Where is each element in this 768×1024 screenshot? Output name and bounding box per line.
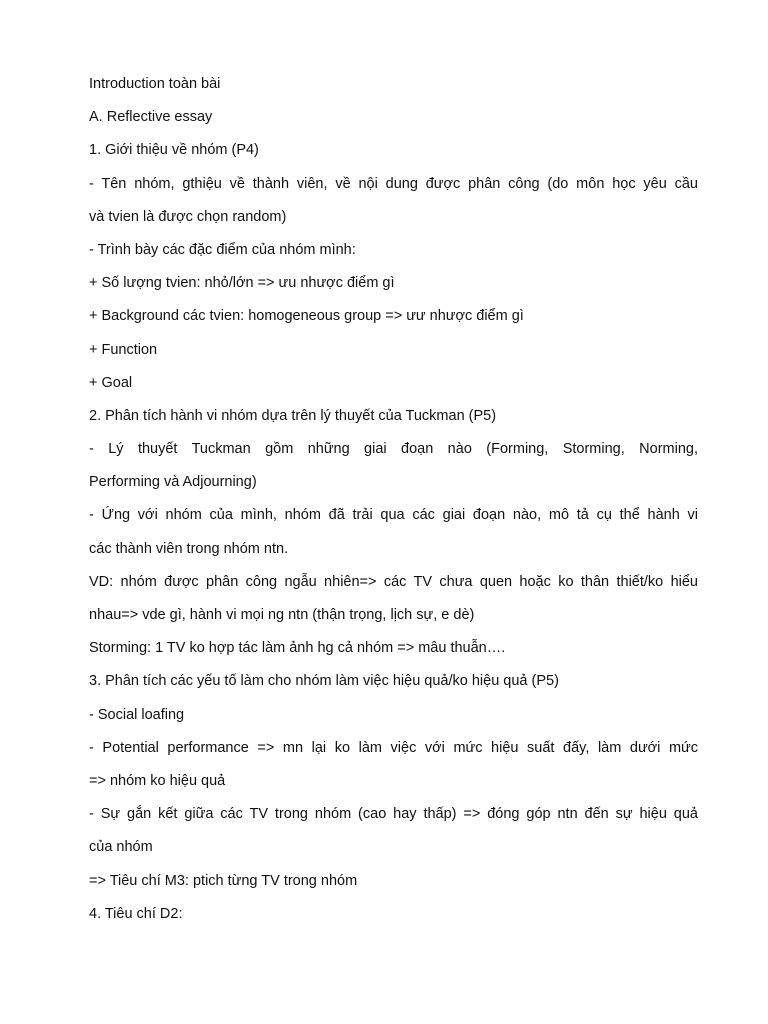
- text-line: + Số lượng tvien: nhỏ/lớn => ưu nhược điểm gì: [89, 275, 395, 292]
- text-line: Storming: 1 TV ko hợp tác làm ảnh hg cả nhóm => mâu thuẫn….: [89, 640, 506, 657]
- text-line: => nhóm ko hiệu quả: [89, 772, 226, 789]
- text-line: các thành viên trong nhóm ntn.: [89, 540, 289, 557]
- section-heading-1: 1. Giới thiệu về nhóm (P4): [89, 142, 259, 159]
- text-line: - Trình bày các đặc điểm của nhóm mình:: [89, 241, 356, 258]
- text-line: Performing và Adjourning): [89, 474, 257, 491]
- section-heading-3: 3. Phân tích các yếu tố làm cho nhóm làm việc hiệu quả/ko hiệu quả (P5): [89, 673, 559, 690]
- text-line: - Social loafing: [89, 706, 185, 723]
- section-heading-2: 2. Phân tích hành vi nhóm dựa trên lý thuyết của Tuckman (P5): [89, 407, 497, 424]
- text-line: và tvien là được chọn random): [89, 208, 287, 225]
- text-line: của nhóm: [89, 839, 153, 856]
- text-line: VD: nhóm được phân công ngẫu nhiên=> các TV chưa quen hoặc ko thân thiết/ko hiểu: [89, 573, 698, 590]
- text-line: - Tên nhóm, gthiệu về thành viên, về nội dung được phân công (do môn học yêu cầu: [89, 175, 698, 192]
- section-heading-a: A. Reflective essay: [89, 109, 213, 126]
- text-line: + Function: [89, 341, 158, 358]
- text-line: - Potential performance => mn lại ko làm việc với mức hiệu suất đấy, làm dưới mức: [89, 739, 698, 756]
- text-line: + Goal: [89, 374, 133, 391]
- text-line: => Tiêu chí M3: ptich từng TV trong nhóm: [89, 872, 358, 889]
- text-line: - Sự gắn kết giữa các TV trong nhóm (cao hay thấp) => đóng góp ntn đến sự hiệu quả: [89, 806, 698, 823]
- text-line: + Background các tvien: homogeneous group => ưư nhược điểm gì: [89, 308, 524, 325]
- text-line: nhau=> vde gì, hành vi mọi ng ntn (thận trọng, lịch sự, e dè): [89, 607, 475, 623]
- section-heading-4: 4. Tiêu chí D2:: [89, 905, 183, 922]
- text-line: - Ứng với nhóm của mình, nhóm đã trải qua các giai đoạn nào, mô tả cụ thể hành vi: [89, 507, 698, 524]
- text-line: - Lý thuyết Tuckman gồm những giai đoạn nào (Forming, Storming, Norming,: [89, 441, 698, 458]
- document-heading: Introduction toàn bài: [89, 76, 221, 92]
